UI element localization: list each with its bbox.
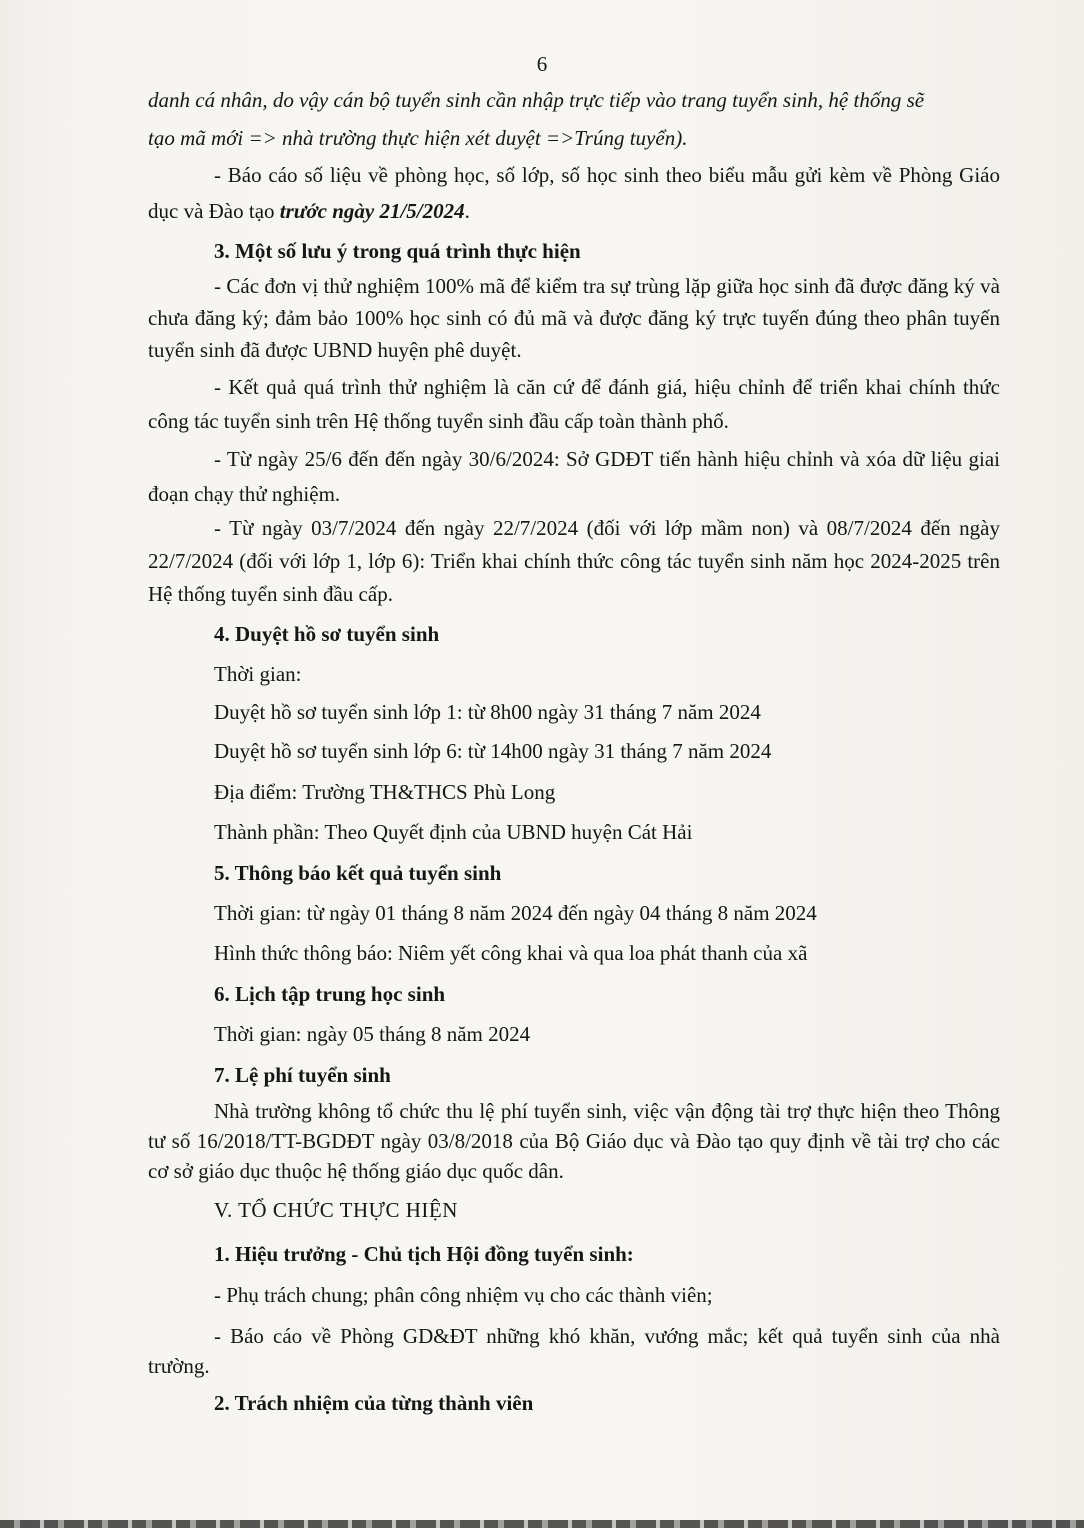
section-6-line-1: Thời gian: ngày 05 tháng 8 năm 2024 [214, 1022, 531, 1046]
section-3-item-2: - Kết quả quá trình thử nghiệm là căn cứ để đánh giá, hiệu chỉnh để triển khai chính thức công tác tuyển sinh trên Hệ thống tuyển sinh đầu cấp toàn thành phố. [148, 375, 1000, 433]
section-3-item-4: - Từ ngày 03/7/2024 đến ngày 22/7/2024 (đối với lớp mầm non) và 08/7/2024 đến ngày 22/7/2024 (đối với lớp 1, lớp 6): Triển khai chính thức công tác tuyển sinh năm học 2024-2025 trên Hệ thống tuyển sinh đầu cấp. [148, 516, 1000, 606]
section-4-heading: 4. Duyệt hồ sơ tuyển sinh [214, 622, 440, 646]
section-3-heading: 3. Một số lưu ý trong quá trình thực hiện [214, 239, 581, 263]
section-v-heading: V. TỔ CHỨC THỰC HIỆN [214, 1198, 458, 1222]
section-4-line-1: Thời gian: [214, 662, 302, 686]
section-7-heading: 7. Lệ phí tuyển sinh [214, 1063, 391, 1087]
section-4-line-2: Duyệt hồ sơ tuyển sinh lớp 1: từ 8h00 ngày 31 tháng 7 năm 2024 [214, 700, 761, 724]
section-v-2-heading: 2. Trách nhiệm của từng thành viên [214, 1391, 534, 1415]
page-bottom-edge [0, 1520, 1084, 1528]
section-5-line-1: Thời gian: từ ngày 01 tháng 8 năm 2024 đến ngày 04 tháng 8 năm 2024 [214, 901, 817, 925]
section-v-1-item-2: - Báo cáo về Phòng GD&ĐT những khó khăn, vướng mắc; kết quả tuyển sinh của nhà trường. [148, 1324, 1000, 1378]
report-paragraph [148, 157, 1000, 229]
section-4-line-3: Duyệt hồ sơ tuyển sinh lớp 6: từ 14h00 ngày 31 tháng 7 năm 2024 [214, 739, 772, 763]
page-number: 6 [536, 52, 548, 76]
continuation-line-1: danh cá nhân, do vậy cán bộ tuyển sinh cần nhập trực tiếp vào trang tuyển sinh, hệ thống sẽ [148, 88, 925, 112]
section-7-text: Nhà trường không tổ chức thu lệ phí tuyển sinh, việc vận động tài trợ thực hiện theo Thông tư số 16/2018/TT-BGDĐT ngày 03/8/2018 của Bộ Giáo dục và Đào tạo quy định về tài trợ cho các cơ sở giáo dục thuộc hệ thống giáo dục quốc dân. [148, 1099, 1000, 1183]
section-v-1-item-1: - Phụ trách chung; phân công nhiệm vụ cho các thành viên; [214, 1283, 713, 1307]
continuation-line-2: tạo mã mới => nhà trường thực hiện xét duyệt =>Trúng tuyển). [148, 126, 688, 150]
section-5-line-2: Hình thức thông báo: Niêm yết công khai và qua loa phát thanh của xã [214, 941, 808, 965]
section-v-1-heading: 1. Hiệu trưởng - Chủ tịch Hội đồng tuyển sinh: [214, 1242, 634, 1266]
section-5-heading: 5. Thông báo kết quả tuyển sinh [214, 861, 502, 885]
section-3-item-1: - Các đơn vị thử nghiệm 100% mã để kiểm tra sự trùng lặp giữa học sinh đã được đăng ký và chưa đăng ký; đảm bảo 100% học sinh có đủ mã và được đăng ký trực tuyến đúng theo phân tuyến tuyển sinh đã được UBND huyện phê duyệt. [148, 274, 1000, 362]
report-text: - Báo cáo số liệu về phòng học, số lớp, số học sinh theo biểu mẫu gửi kèm về Phòng Giáo dục và Đào tạo [148, 163, 1000, 223]
section-4-line-4: Địa điểm: Trường TH&THCS Phù Long [214, 780, 556, 804]
section-6-heading: 6. Lịch tập trung học sinh [214, 982, 446, 1006]
report-deadline: trước ngày 21/5/2024 [279, 199, 465, 223]
section-4-line-5: Thành phần: Theo Quyết định của UBND huyện Cát Hải [214, 820, 693, 844]
report-end: . [464, 199, 470, 223]
section-3-item-3: - Từ ngày 25/6 đến đến ngày 30/6/2024: Sở GDĐT tiến hành hiệu chỉnh và xóa dữ liệu giai đoạn chạy thử nghiệm. [148, 447, 1000, 506]
